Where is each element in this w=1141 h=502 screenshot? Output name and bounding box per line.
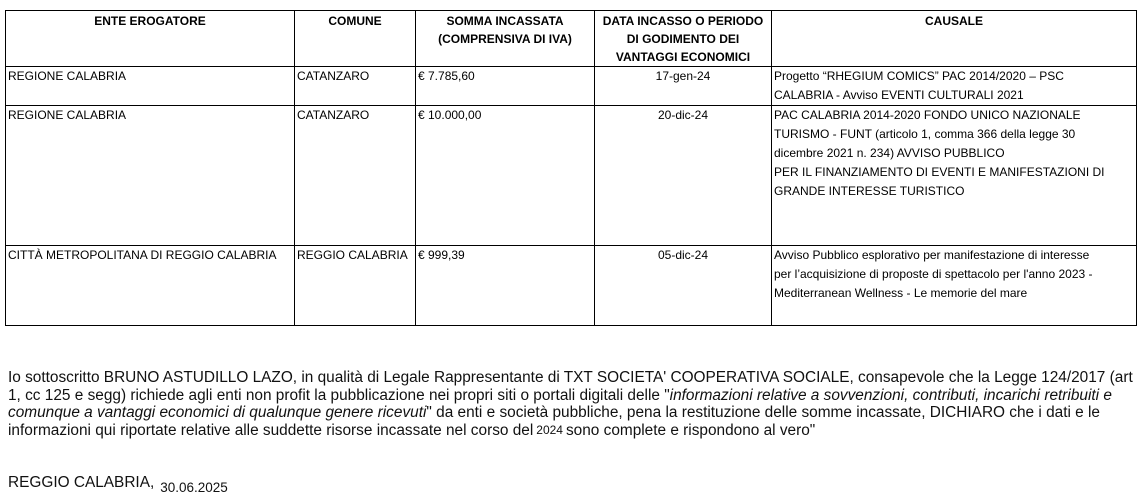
declaration-statement <box>8 369 1133 439</box>
causale-line: dicembre 2021 n. 234) AVVISO PUBBLICO <box>774 146 1005 160</box>
cell-causale <box>772 67 1137 106</box>
cell-somma: € 7.785,60 <box>416 67 595 106</box>
statement-italic-text: informazioni relative a sovvenzioni, contributi, incarichi retribuiti e comunque a vantaggi economici di qualunque genere ricevuti <box>8 386 1112 421</box>
grants-table <box>5 10 1137 326</box>
cell-comune: CATANZARO <box>295 106 416 246</box>
table-row <box>6 67 1137 106</box>
cell-ente: REGIONE CALABRIA <box>6 67 295 106</box>
cell-ente: REGIONE CALABRIA <box>6 106 295 246</box>
causale-line: PAC CALABRIA 2014-2020 FONDO UNICO NAZIONALE <box>774 108 1081 122</box>
statement-year: 2024 <box>536 422 563 437</box>
header-data-incasso: DATA INCASSO O PERIODO DI GODIMENTO DEI VANTAGGI ECONOMICI <box>595 11 772 67</box>
header-comune: COMUNE <box>295 11 416 67</box>
causale-line: Progetto “RHEGIUM COMICS” PAC 2014/2020 – PSC <box>774 69 1064 83</box>
table-row <box>6 106 1137 246</box>
cell-data: 17-gen-24 <box>595 67 772 106</box>
statement-text: sono complete e rispondono al vero" <box>565 421 816 439</box>
header-causale: CAUSALE <box>772 11 1137 67</box>
header-ente-erogatore: ENTE EROGATORE <box>6 11 295 67</box>
place-date-line <box>8 474 228 495</box>
causale-line: GRANDE INTERESSE TURISTICO <box>774 184 965 198</box>
place: REGGIO CALABRIA, <box>8 474 155 491</box>
cell-causale <box>772 246 1137 326</box>
causale-line: Avviso Pubblico esplorativo per manifestazione di interesse <box>774 248 1090 262</box>
cell-comune: CATANZARO <box>295 67 416 106</box>
statement-text: " da enti e società pubbliche, pena la restituzione delle somme incassate, DICHIARO che i dati e le informazioni qui riportate relative alle suddette risorse incassate nel corso del <box>8 404 1100 439</box>
header-somma-incassata: SOMMA INCASSATA (COMPRENSIVA DI IVA) <box>416 11 595 67</box>
cell-ente: CITTÀ METROPOLITANA DI REGGIO CALABRIA <box>6 246 295 326</box>
cell-somma: € 999,39 <box>416 246 595 326</box>
cell-data: 20-dic-24 <box>595 106 772 246</box>
causale-line: per l’acquisizione di proposte di spettacolo per l'anno 2023 - <box>774 267 1093 281</box>
cell-comune: REGGIO CALABRIA <box>295 246 416 326</box>
cell-causale <box>772 106 1137 246</box>
statement-text: Io sottoscritto BRUNO ASTUDILLO LAZO, in qualità di Legale Rappresentante di TXT SOCIETA' COOPERATIVA SOCIALE, consapevole che la Legge 124/2017 (art 1, cc 125 e segg) richiede agli enti non profit la pubblicazione nei propri siti o portali digitali delle " <box>8 369 1133 404</box>
cell-data: 05-dic-24 <box>595 246 772 326</box>
table-row <box>6 246 1137 326</box>
causale-line: PER IL FINANZIAMENTO DI EVENTI E MANIFESTAZIONI DI <box>774 165 1105 179</box>
causale-line: CALABRIA - Avviso EVENTI CULTURALI 2021 <box>774 88 1024 102</box>
causale-line: Mediterranean Wellness - Le memorie del mare <box>774 286 1028 300</box>
signature-date: 30.06.2025 <box>160 480 228 495</box>
cell-somma: € 10.000,00 <box>416 106 595 246</box>
table-header-row <box>6 11 1137 67</box>
causale-line: TURISMO - FUNT (articolo 1, comma 366 della legge 30 <box>774 127 1076 141</box>
